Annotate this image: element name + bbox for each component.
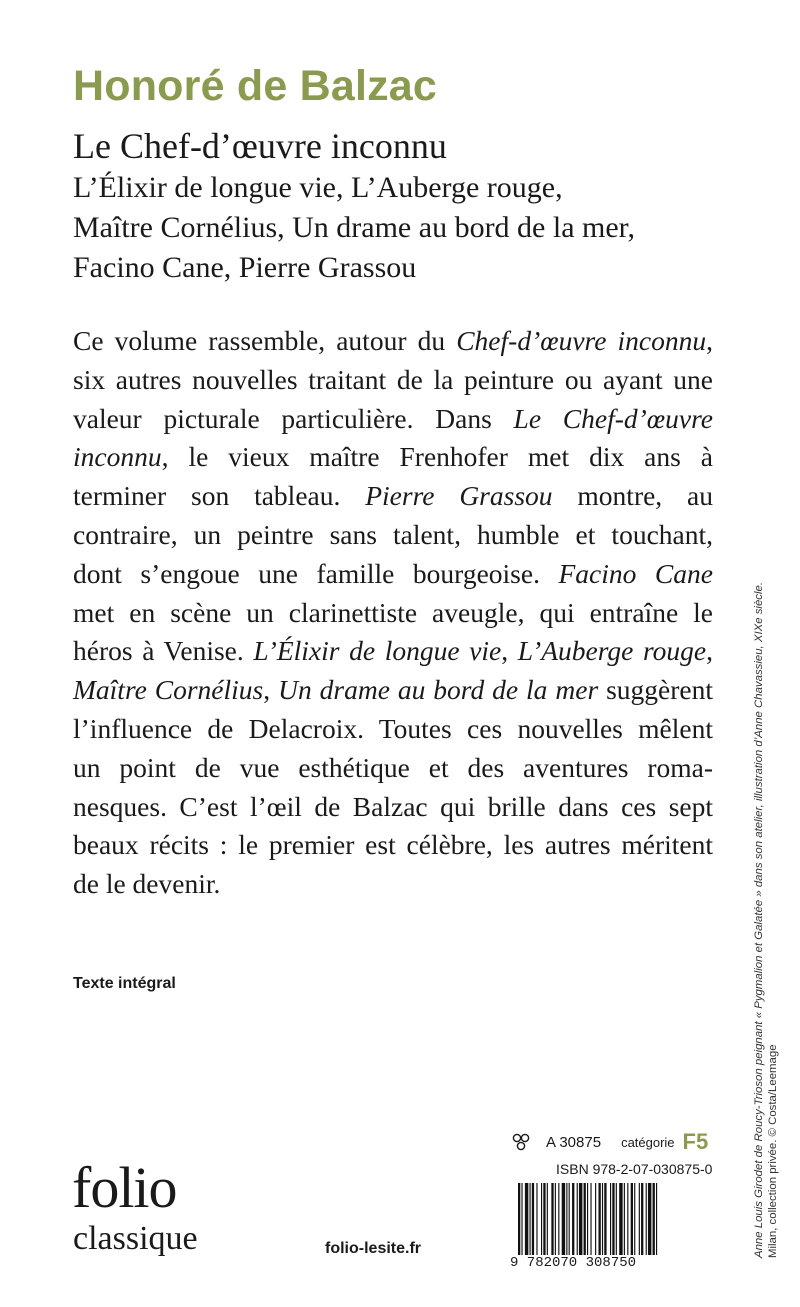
book-title: Le Chef-d’œuvre inconnu [73, 126, 447, 166]
barcode-bar [562, 1183, 565, 1255]
blurb-text: héros à Venise. [73, 635, 254, 667]
product-code: A 30875 [546, 1133, 602, 1151]
blurb-text: suggèrent [598, 674, 714, 706]
blurb-line [73, 865, 713, 904]
barcode-bar [624, 1183, 625, 1255]
barcode-bar [577, 1183, 578, 1255]
blurb-italic-title: Maître Cornélius [73, 674, 264, 706]
blurb-line [73, 477, 713, 516]
barcode-bar [590, 1183, 591, 1255]
blurb-line [73, 826, 713, 865]
barcode-bar [641, 1183, 643, 1255]
blurb-line [73, 361, 713, 400]
barcode-bar [532, 1183, 534, 1255]
credit-line: Anne Louis Girodet de Roucy-Trioson peignant « Pygmalion et Galatée » dans son atelier, illustration d’Anne Chavassieu, XIXe siècle. [753, 581, 765, 1258]
blurb-line [73, 671, 713, 710]
series-logo-folio: folio [72, 1155, 177, 1220]
blurb-text: met en scène un clarinettiste aveugle, qui entraîne le [73, 596, 713, 628]
blurb-line [73, 710, 713, 749]
blurb-text: six autres nouvelles traitant de la peinture ou ayant une [73, 363, 713, 395]
blurb-text: , [501, 635, 518, 667]
blurb-text: terminer son tableau. [73, 480, 366, 512]
publisher-website: folio-lesite.fr [325, 1240, 422, 1257]
barcode-bar [602, 1183, 603, 1255]
blurb-italic-title: Pierre Grassou [365, 480, 553, 512]
barcode-bar [569, 1183, 570, 1255]
texte-integral-label: Texte intégral [73, 975, 176, 992]
credit-line: Milan, collection privée. © Costa/Leemage [767, 1044, 779, 1258]
blurb-italic-title: L’Auberge rouge [517, 635, 707, 667]
blurb-italic-title: Chef-d’œuvre inconnu [456, 325, 707, 356]
blurb-text: l’influence de Delacroix. Toutes ces nouvelles mêlent [73, 712, 713, 744]
blurb-line [73, 516, 713, 555]
blurb-line [73, 322, 713, 361]
barcode-bar [551, 1183, 553, 1255]
barcode-bar [555, 1183, 556, 1255]
barcode-bar [525, 1183, 528, 1255]
blurb-text: , [706, 325, 713, 356]
blurb-line [73, 438, 713, 477]
recycle-mark-icon [510, 1131, 532, 1153]
barcode-bar [536, 1183, 537, 1255]
blurb-line [73, 555, 713, 594]
barcode-bar [627, 1183, 628, 1255]
category-value: F5 [682, 1129, 709, 1154]
barcode-bar [656, 1183, 657, 1255]
blurb-italic-title: Le Chef-d’œuvre [513, 402, 713, 434]
blurb-text: contraire, un peintre sans talent, humble et touchant, [73, 518, 713, 550]
barcode-bar [634, 1183, 635, 1255]
blurb-line [73, 400, 713, 439]
barcode-bar [639, 1183, 640, 1255]
blurb-italic-title: Facino Cane [558, 557, 713, 589]
barcode-bar [566, 1183, 567, 1255]
barcode-bar [543, 1183, 545, 1255]
barcode-bar [541, 1183, 542, 1255]
barcode-bar [619, 1183, 622, 1255]
barcode-digits: 9 782070 308750 [510, 1255, 637, 1271]
barcode-bar [648, 1183, 651, 1255]
barcode-bar [612, 1183, 614, 1255]
blurb-text: nesques. C’est l’œil de Balzac qui brille dans ces sept [73, 790, 713, 822]
other-titles-line: Maître Cornélius, Un drame au bord de la mer, [73, 211, 635, 244]
barcode-bar [610, 1183, 611, 1255]
blurb-italic-title: inconnu [73, 441, 162, 473]
blurb-text: Ce volume rassemble, autour du [73, 325, 457, 356]
barcode-bar [604, 1183, 606, 1255]
blurb-text: dont s’engoue une famille bourgeoise. [73, 557, 559, 589]
blurb-text: un point de vue esthétique et des aventures roma- [73, 751, 713, 783]
barcode-bar [518, 1183, 520, 1255]
blurb-text: montre, au [552, 480, 714, 512]
series-logo-classique: classique [73, 1220, 198, 1257]
barcode-bar [631, 1183, 633, 1255]
blurb-text: , [706, 635, 714, 667]
barcode-bar [558, 1183, 559, 1255]
blurb-line [73, 594, 713, 633]
blurb [73, 322, 713, 904]
illustration-credit [752, 582, 780, 1258]
blurb-line [73, 632, 713, 671]
barcode-bar [579, 1183, 582, 1255]
barcode-bar [646, 1183, 647, 1255]
blurb-text: , le vieux maître Frenhofer met dix ans à [161, 441, 713, 473]
blurb-line [73, 788, 713, 827]
author-name: Honoré de Balzac [73, 62, 438, 110]
blurb-line [73, 749, 713, 788]
code-row [510, 1128, 708, 1156]
isbn: ISBN 978-2-07-030875-0 [556, 1161, 713, 1177]
barcode-bar [653, 1183, 655, 1255]
barcode-bar [530, 1183, 531, 1255]
barcode-bar [599, 1183, 601, 1255]
barcode-bar [616, 1183, 617, 1255]
other-titles [73, 168, 635, 288]
blurb-italic-title: Un drame au bord de la mer [278, 674, 599, 706]
barcode-bar [595, 1183, 596, 1255]
barcode-bar [587, 1183, 588, 1255]
barcode-bar [547, 1183, 548, 1255]
barcode [510, 1183, 715, 1258]
blurb-text: , [263, 674, 279, 706]
other-titles-line: L’Élixir de longue vie, L’Auberge rouge, [73, 171, 563, 204]
blurb-italic-title: L’Élixir de longue vie [253, 635, 502, 667]
other-titles-line: Facino Cane, Pierre Grassou [73, 251, 417, 284]
barcode-bar [521, 1183, 522, 1255]
barcode-bar [572, 1183, 574, 1255]
barcode-bar [584, 1183, 586, 1255]
blurb-text: de le devenir. [73, 868, 221, 900]
category-label: catégorie [621, 1134, 675, 1150]
blurb-text: valeur picturale particulière. Dans [73, 402, 514, 434]
blurb-text: beaux récits : le premier est célèbre, les autres méritent [73, 829, 713, 861]
